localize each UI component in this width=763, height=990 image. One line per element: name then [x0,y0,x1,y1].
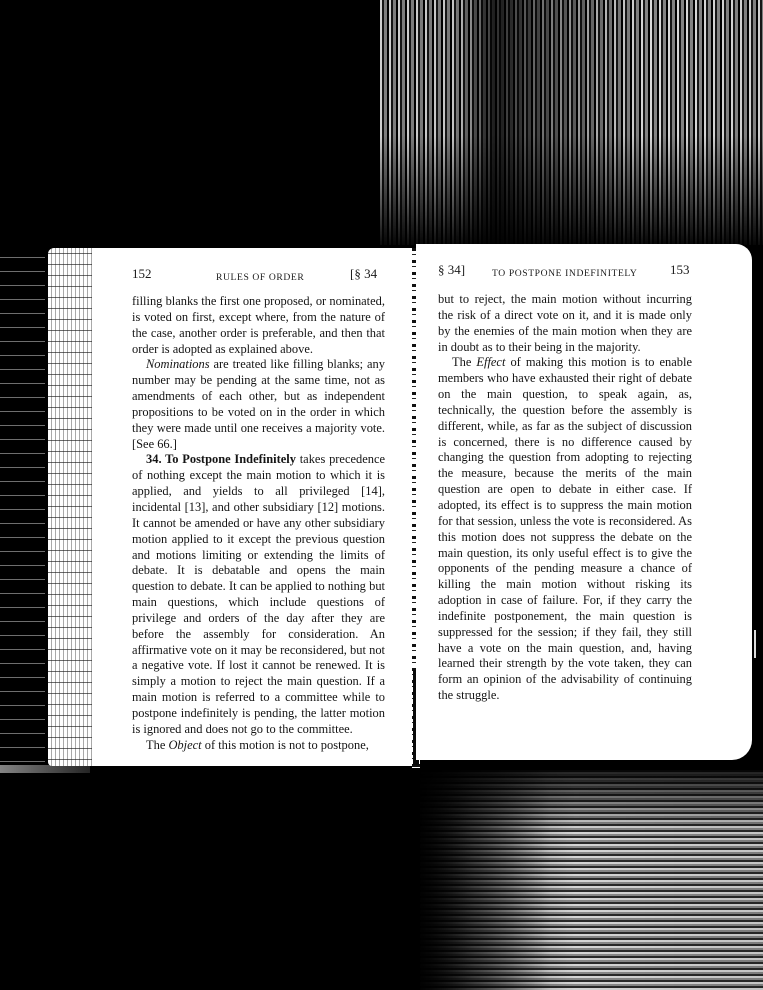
left-folio: 152 [132,266,152,281]
left-paragraph-2-text: are treated like filling blanks; any number may be pending at the same time, not as amendments of each other, but as independent propositions to be voted on in the order in which they were made until one receives a majority vote. [See 66.] [132,357,385,451]
left-paragraph-4 [132,738,385,754]
section-34-heading: 34. To Postpone Indefinitely [146,452,296,467]
right-running-head [492,264,637,282]
right-paragraph-1: but to reject, the main motion without incurring the risk of a direct vote on it, and it is made only by the enemies of the main motion when they are in doubt as to their being in the majority. [438,292,692,354]
effect-term: Effect [476,355,506,370]
left-body-text [132,294,385,753]
left-paragraph-3-text: takes precedence of nothing except the main motion to which it is applied, and yields to all privileged [14], incidental [13], and other subsidiary [12] motions. It cannot be amended or have any other subsidiary motion applied to it except the previous question and motions limiting or extending the limits of debate. It is debatable and opens the main question to debate. It can be applied to nothing but main questions, which include questions of privilege and orders of the day after they are before the assembly for consideration. An affirmative vote on it may be reconsidered, but not a negative vote. If lost it cannot be renewed. It is simply a motion to reject the main question. If a main motion is referred to a committee while to postpone indefinitely is pending, the latter motion is ignored and does not go to the committee. [132,452,385,736]
scanner-glare-bottom [420,770,763,990]
left-section-ref: [§ 34 [350,266,378,281]
page-stack-edge-bottom [0,765,90,773]
page-corner-mark [754,630,763,658]
left-page [48,248,414,766]
left-paragraph-1: filling blanks the first one proposed, or nominated, is voted on first, except where, from the nature of the case, another order is preferable, and then that order is adopted as explained above. [132,294,385,356]
nominations-term: Nominations [146,357,210,372]
right-body-text [438,292,692,704]
object-term: Object [168,737,202,752]
left-paragraph-3 [132,452,385,737]
right-page [416,244,752,760]
left-running-head [216,268,304,286]
page-stack-edge [0,250,45,770]
right-paragraph-2 [438,355,692,704]
right-paragraph-2-lead: The [452,355,477,370]
right-section-ref: § 34] [438,262,466,277]
scanner-glare-top [380,0,763,245]
right-folio: 153 [670,262,690,277]
right-paragraph-2-text: of making this motion is to enable members who have exhausted their right of debate on the main question, to speak again, as, technically, the question before the assembly is different, while, as far as the subject of discussion is concerned, there is no difference caused by changing the question from adopting to rejecting the measure, because the merits of the main question are open to debate in either case. If adopted, its effect is to suppress the main motion for that session, unless the vote is reconsidered. As this motion does not suppress the debate on the main question, its only useful effect is to give the opponents of the pending measure a chance of killing the main motion without risking its adoption in case of failure. For, if they carry the indefinite postponement, the main question is suppressed for the session; if they fail, they still have a vote on the main question, and, having learned their strength by the vote taken, they can form an opinion of the advisability of continuing the struggle. [438,355,692,703]
left-running-head-text: RULES OF ORDER [216,272,305,283]
left-paragraph-2 [132,357,385,452]
left-paragraph-4-lead: The [146,737,169,752]
left-paragraph-4-text: of this motion is not to postpone, [201,737,369,752]
right-running-head-text: TO POSTPONE INDEFINITELY [492,268,638,279]
